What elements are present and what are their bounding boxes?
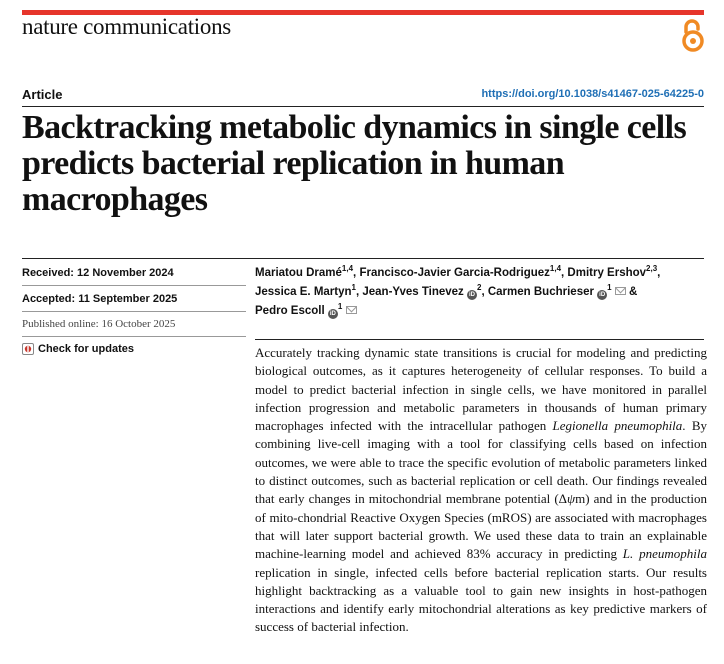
article-title: Backtracking metabolic dynamics in single cells predicts bacterial replication in human macrophages <box>22 109 687 218</box>
check-for-updates-label: Check for updates <box>38 343 134 355</box>
abstract-text: Accurately tracking dynamic state transitions is crucial for modeling and predicting biological outcomes, as it captures heterogeneity of cellular responses. To build a model to predict bacterial infection in single cells, we have monitored in parallel infection progression and metabolic parameters in thousands of human primary macrophages infected with the intracellular pathogen <box>255 345 707 434</box>
abstract-text: . By combining live-cell imaging with a tool for classifying cells based on infection outcomes, we were able to trace the specific evolution of metabolic parameters linked to distinct outcomes, such as bacterial replication or cell death. Our findings revealed that early changes in mitochondrial membrane potential (Δ <box>255 418 707 507</box>
author-name[interactable]: Dmitry Ershov <box>567 267 647 279</box>
check-for-updates-icon <box>22 343 34 355</box>
psi-symbol: ψ <box>567 491 576 507</box>
divider <box>22 311 246 312</box>
affiliation-superscript: 1,4 <box>549 264 562 273</box>
affiliation-superscript: 1,4 <box>341 264 354 273</box>
author-name[interactable]: Mariatou Dramé <box>255 267 342 279</box>
affiliation-superscript: 1 <box>607 283 612 292</box>
author-name[interactable]: Pedro Escoll <box>255 305 325 317</box>
accepted-date: Accepted: 11 September 2025 <box>22 293 178 305</box>
author-name[interactable]: Francisco-Javier Garcia-Rodriguez <box>359 267 550 279</box>
abstract-top-rule <box>255 339 704 340</box>
email-icon[interactable] <box>346 306 357 314</box>
affiliation-superscript: 1 <box>337 302 343 311</box>
abstract-text: m) and in the production of mito-chondrial Reactive Oxygen Species (mROS) are associated with macrophages that will later support bacterial growth. We used these data to train an explainable machine-learning model and achieved 83% accuracy in predicting <box>255 491 707 562</box>
abstract <box>255 344 707 637</box>
check-for-updates-button[interactable] <box>22 343 134 355</box>
author-list: Mariatou Dramé$^{1,4}$, Francisco-Javier Garcia-Rodriguez$^{1,4}$, Dmitry Ershov$^{2,3}$, Jessica E. Martyn$^1$, Jean-Yves Tinevez $iD^2$, Carmen Buchrieser $iD^1$ & Pedro Escoll $iD^1$ <box>255 264 661 317</box>
author-name[interactable]: Jean-Yves Tinevez <box>362 286 464 298</box>
orcid-icon[interactable]: iD <box>469 292 476 298</box>
author-name[interactable]: Carmen Buchrieser <box>487 286 594 298</box>
received-date: Received: 12 November 2024 <box>22 267 174 279</box>
divider <box>22 285 246 286</box>
species-name: L. pneumophila <box>622 546 707 562</box>
title-top-rule <box>22 106 704 107</box>
author-name[interactable]: Jessica E. Martyn <box>255 286 352 298</box>
journal-name[interactable]: nature communications <box>22 14 231 39</box>
published-date: Published online: 16 October 2025 <box>22 318 176 330</box>
affiliation-superscript: 2 <box>477 283 482 292</box>
doi-link[interactable]: https://doi.org/10.1038/s41467-025-64225-0 <box>481 88 704 100</box>
email-icon[interactable] <box>615 287 626 295</box>
open-access-icon <box>680 18 706 52</box>
affiliation-superscript: 2,3 <box>646 264 658 273</box>
orcid-icon[interactable]: iD <box>329 311 336 317</box>
orcid-icon[interactable]: iD <box>599 292 606 298</box>
species-name: Legionella pneumophila <box>552 418 683 434</box>
article-type: Article <box>22 87 63 102</box>
affiliation-superscript: 1 <box>351 283 356 292</box>
divider <box>22 336 246 337</box>
header-divider <box>22 258 704 259</box>
abstract-text: replication in single, infected cells before bacterial replication starts. Our results highlight backtracking as a valuable tool to gain new insights in host-pathogen interactions and identify early mitochondrial alterations as key predictive markers of success of bacterial infection. <box>255 564 707 635</box>
